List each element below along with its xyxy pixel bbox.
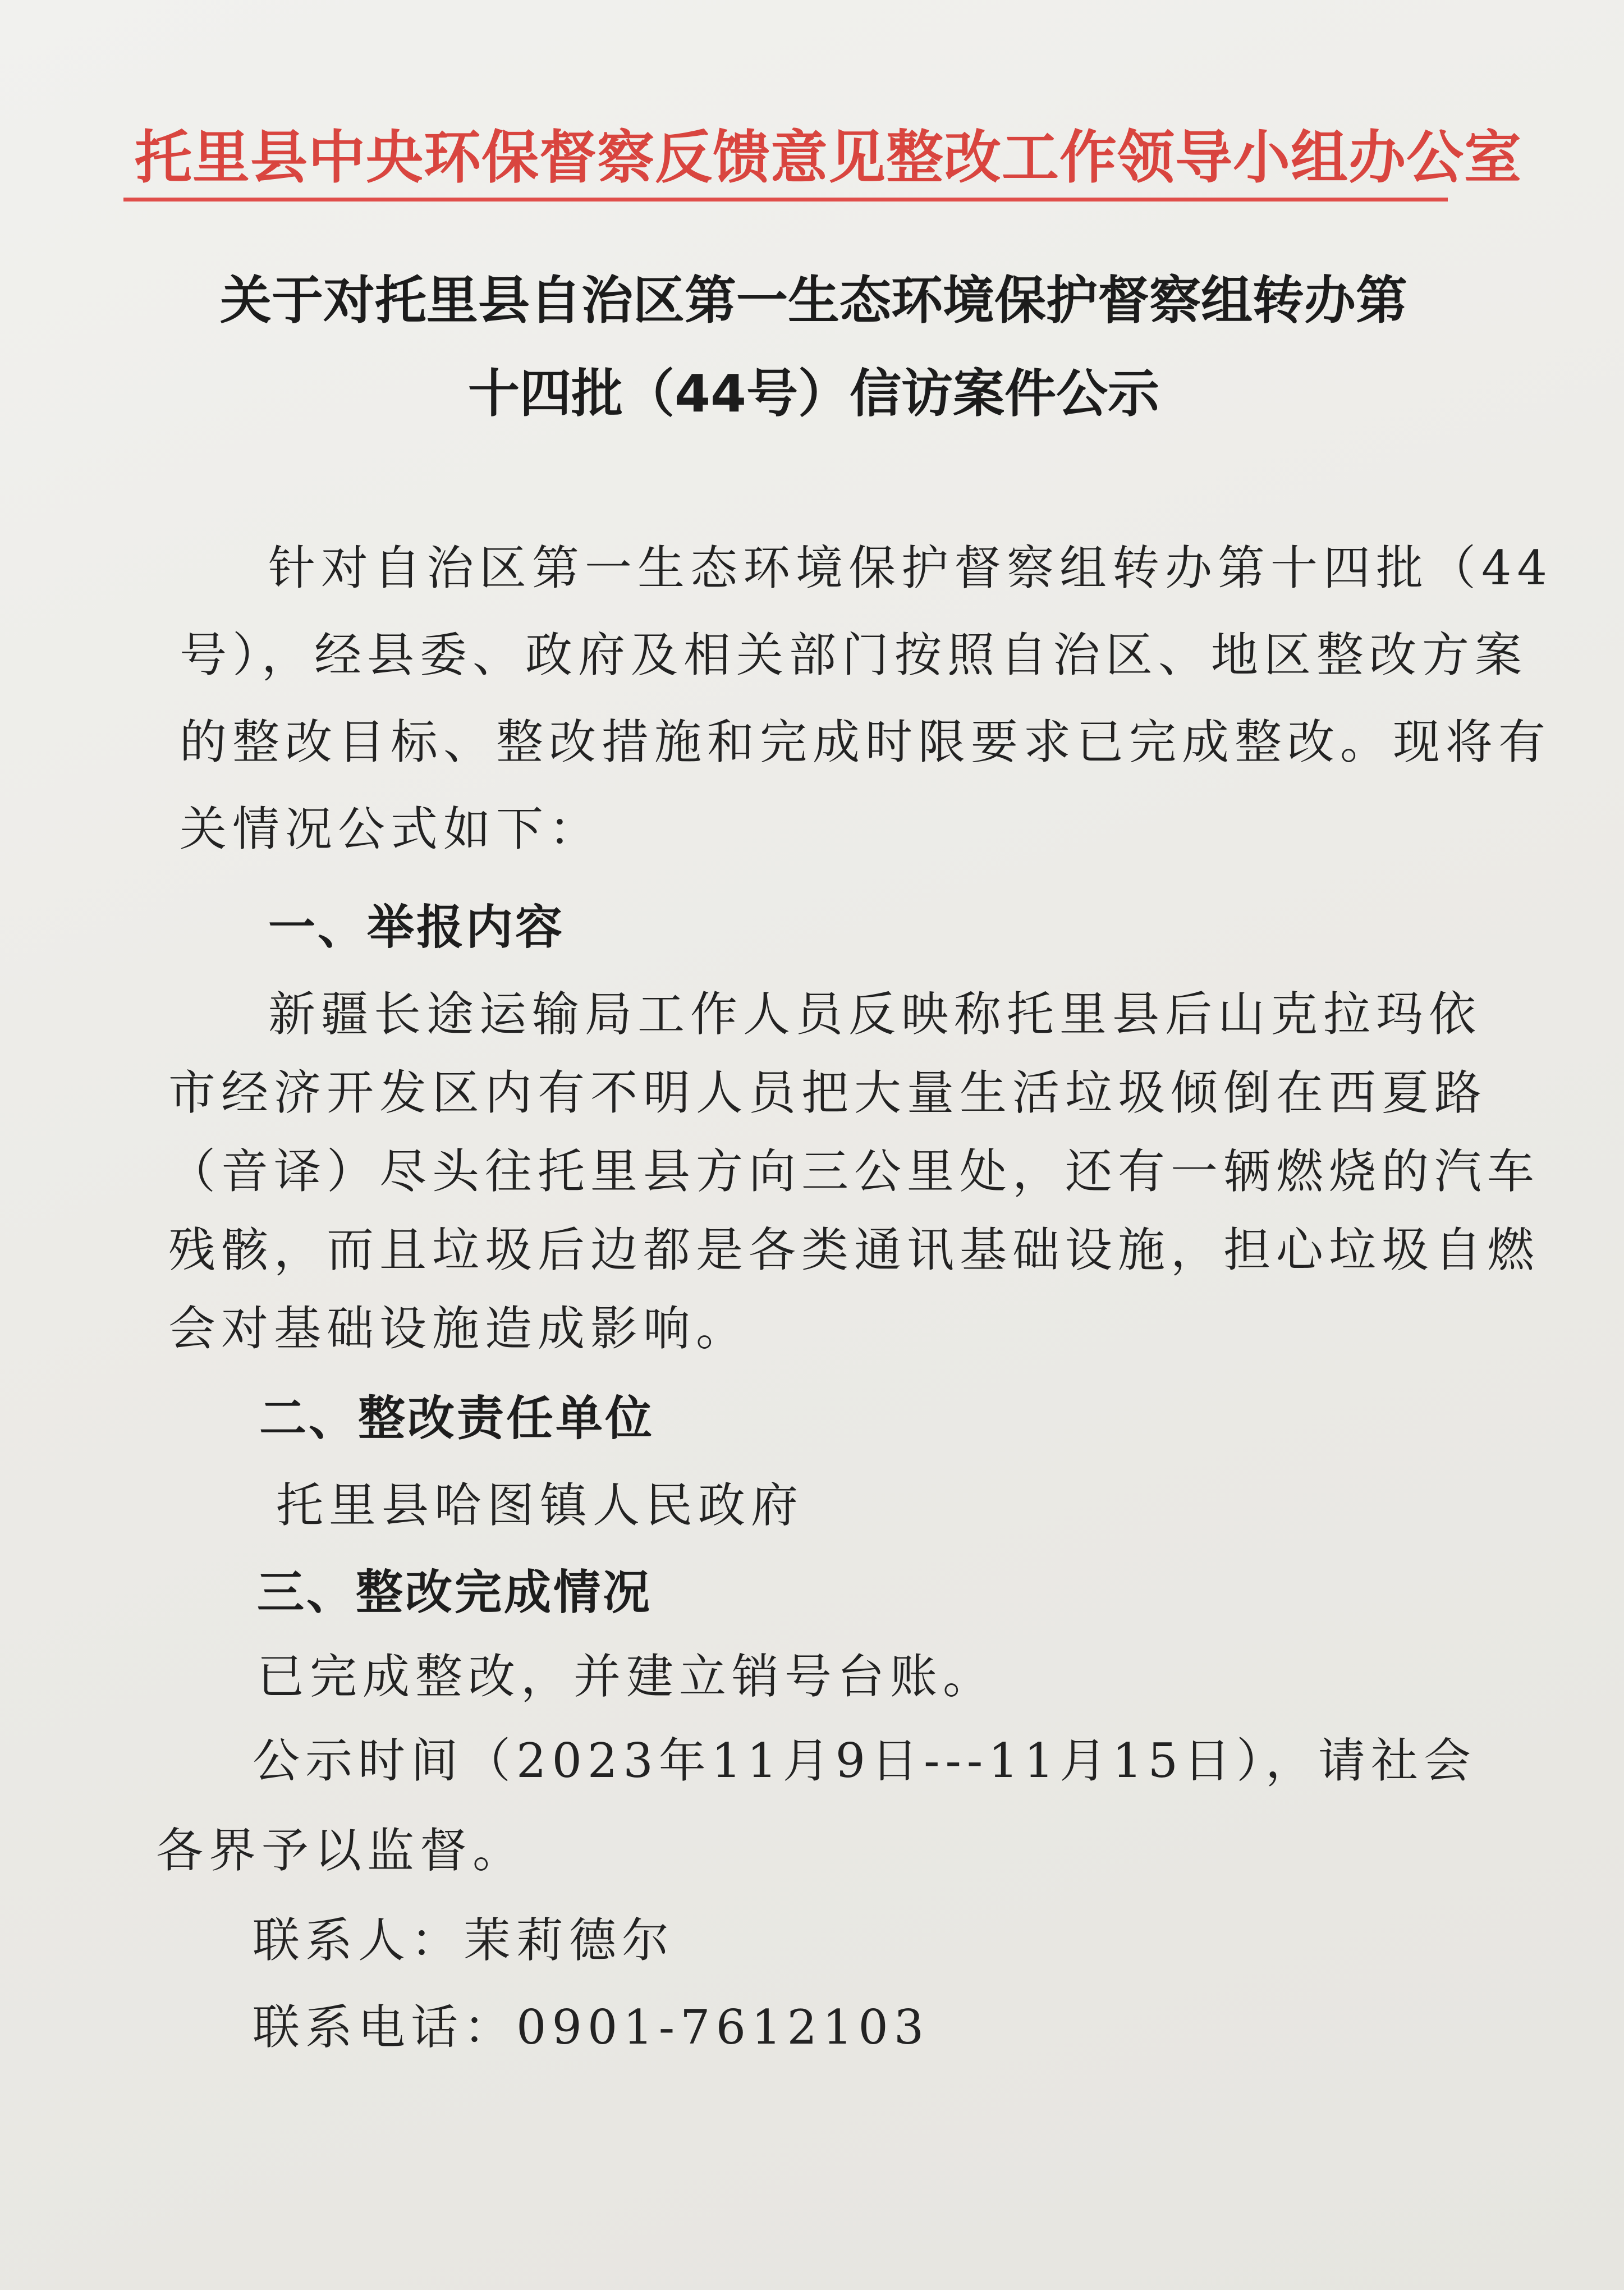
document-title-line-2: 十四批（44号）信访案件公示 (467, 364, 1160, 424)
section-1-line-1: 新疆长途运输局工作人员反映称托里县后山克拉玛依 (268, 987, 1482, 1042)
intro-line-1: 针对自治区第一生态环境保护督察组转办第十四批（44 (268, 541, 1553, 596)
notice-line-2: 各界予以监督。 (156, 1823, 526, 1878)
intro-line-2: 号），经县委、政府及相关部门按照自治区、地区整改方案 (180, 628, 1528, 683)
section-1-heading: 一、举报内容 (268, 900, 565, 955)
section-1-line-4: 残骸，而且垃圾后边都是各类通讯基础设施，担心垃圾自燃 (168, 1222, 1540, 1277)
letterhead-title: 托里县中央环保督察反馈意见整改工作领导小组办公室 (135, 124, 1522, 191)
contact-person: 联系人：茉莉德尔 (253, 1913, 675, 1968)
intro-line-4: 关情况公式如下： (180, 802, 602, 857)
intro-line-3: 的整改目标、整改措施和完成时限要求已完成整改。现将有 (180, 715, 1552, 770)
notice-line-1: 公示时间（2023年11月9日---11月15日），请社会 (253, 1733, 1477, 1788)
section-1-line-3: （音译）尽头往托里县方向三公里处，还有一辆燃烧的汽车 (168, 1144, 1540, 1199)
section-3-heading: 三、整改完成情况 (257, 1565, 653, 1620)
section-2-heading: 二、整改责任单位 (259, 1391, 655, 1446)
section-1-line-5: 会对基础设施造成影响。 (168, 1301, 749, 1356)
section-1-line-2: 市经济开发区内有不明人员把大量生活垃圾倾倒在西夏路 (168, 1065, 1488, 1120)
section-2-text: 托里县哈图镇人民政府 (276, 1478, 804, 1533)
section-3-text: 已完成整改，并建立销号台账。 (257, 1649, 996, 1704)
contact-phone: 联系电话：0901-7612103 (253, 2000, 930, 2055)
document-title-line-1: 关于对托里县自治区第一生态环境保护督察组转办第 (219, 271, 1407, 331)
letterhead-red-rule (123, 198, 1448, 201)
